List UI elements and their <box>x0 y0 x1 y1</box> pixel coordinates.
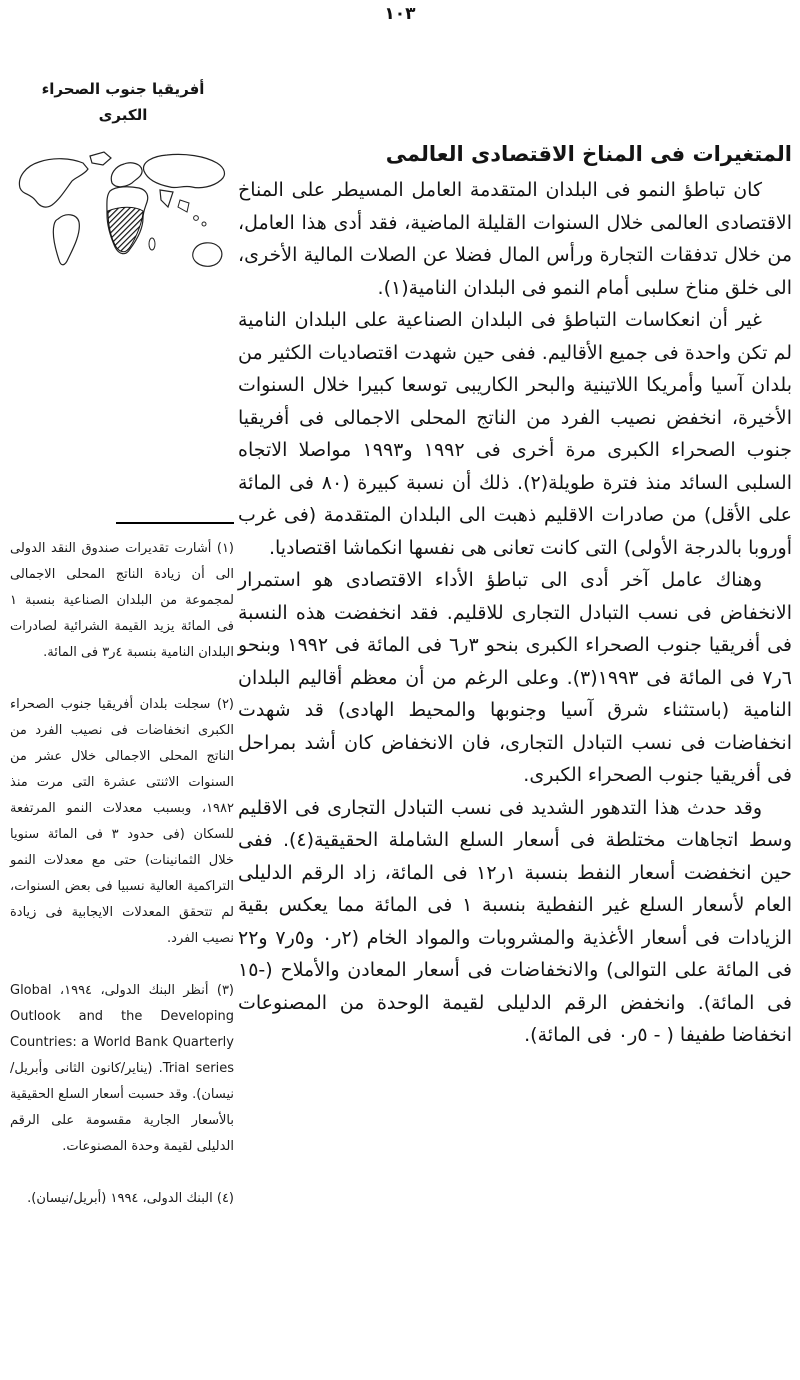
world-map <box>6 148 240 300</box>
footnote-4: (٤) البنك الدولى، ١٩٩٤ (أبريل/نيسان). <box>27 1191 234 1206</box>
paragraph-4: وقد حدث هذا التدهور الشديد فى نسب التبادل التجارى فى الاقليم وسط اتجاهات مختلطة فى أسعار السلع الشاملة الحقيقية(٤). ففى حين انخفضت أسعار النفط بنسبة ١ر١٢ فى المائة، زاد الرقم الدليلى العام لأسعار السلع غير النفطية بنسبة ١ فى المائة مما يعكس بقية الزيادات فى أسعار الأغذية والمشروبات والمواد الخام (٢ر٠ و٥ر٧ و٢٢ فى المائة على التوالى) والانخفاضات فى أسعار المعادن والأملاح (-١٥ فى المائة). وانخفض الرقم الدليلى لقيمة الوحدة من المصنوعات انخفاضا طفيفا ( - ٥ر٠ فى المائة). <box>238 796 793 1046</box>
figure-caption-line2: الكبرى <box>98 106 148 124</box>
footnote-3: (٣) أنظر البنك الدولى، ١٩٩٤، Global Outlook and the Developing Countries: a World Bank Quarterly Trial series. (يناير/كانون الثانى وأبريل/نيسان). وقد حسبت أسعار السلع الحقيقية بالأسعار الجارية مقسومة على الرقم الدليلى لقيمة وحدة المصنوعات. <box>10 983 234 1154</box>
footnote-separator <box>116 522 234 524</box>
paragraph-1: كان تباطؤ النمو فى البلدان المتقدمة العامل المسيطر على المناخ الاقتصادى العالمى خلال السنوات القليلة الماضية، فقد أدى هذا العامل، من خلال تدفقات التجارة ورأس المال فضلا عن الصلات المالية الأخرى، الى خلق مناخ سلبى أمام النمو فى البلدان النامية(١). <box>238 179 792 299</box>
figure-caption <box>6 76 240 128</box>
footnote-1: (١) أشارت تقديرات صندوق النقد الدولى الى أن زيادة الناتج المحلى الاجمالى لمجموعة من البلدان الصناعية بنسبة ١ فى المائة يزيد القيمة الشرائية لصادرات البلدان النامية بنسبة ٤ر٣ فى المائة. <box>10 541 234 660</box>
footnotes-column <box>10 522 234 1212</box>
paragraph-3: وهناك عامل آخر أدى الى تباطؤ الأداء الاقتصادى هو استمرار الانخفاض فى نسب التبادل التجارى للاقليم. فقد انخفضت هذه النسبة فى أفريقيا جنوب الصحراء الكبرى بنحو ٣ر٦ فى المائة فى ١٩٩٢ وبنحو ٦ر٧ فى المائة فى ١٩٩٣(٣). وعلى الرغم من أن معظم أقاليم البلدان النامية (باستثناء شرق آسيا وجنوبها والمحيط الهادى) قد شهدت انخفاضات فى نسب التبادل التجارى، فان الانخفاض كان أشد بمراحل فى أفريقيا جنوب الصحراء الكبرى. <box>238 569 793 786</box>
paragraph-2: غير أن انعكاسات التباطؤ فى البلدان الصناعية على البلدان النامية لم تكن واحدة فى جميع الأقاليم. ففى حين شهدت اقتصاديات الكثير من بلدان آسيا وأمريكا اللاتينية والبحر الكاريبى توسعا كبيرا خلال السنوات الأخيرة، انخفض نصيب الفرد من الناتج المحلى الاجمالى فى أفريقيا جنوب الصحراء الكبرى مرة أخرى فى ١٩٩٢ و١٩٩٣ مواصلا الاتجاه السلبى السائد منذ فترة طويلة(٢). ذلك أن نسبة كبيرة (٨٠ فى المائة على الأقل) من صادرات الاقليم ذهبت الى البلدان المتقدمة (فى غرب أوروبا بالدرجة الأولى) التى كانت تعانى هى نفسها انكماشا اقتصاديا. <box>238 309 792 559</box>
footnote-2: (٢) سجلت بلدان أفريقيا جنوب الصحراء الكبرى انخفاضات فى نصيب الفرد من الناتج المحلى الاجمالى خلال عشر من السنوات الاثنتى عشرة التى مرت منذ ١٩٨٢، وبسبب معدلات النمو المرتفعة للسكان (فى حدود ٣ فى المائة سنويا خلال الثمانينات) حتى مع معدلات النمو التراكمية العالية نسبيا فى بعض السنوات، لم تتحقق المعدلات الايجابية فى زيادة نصيب الفرد. <box>10 697 234 946</box>
figure-caption-line1: أفريقيا جنوب الصحراء <box>41 80 205 98</box>
map-figure <box>6 76 240 300</box>
main-text-column <box>238 136 792 1052</box>
page-number: ١٠٣ <box>384 4 416 24</box>
section-heading: المتغيرات فى المناخ الاقتصادى العالمى <box>385 142 792 166</box>
